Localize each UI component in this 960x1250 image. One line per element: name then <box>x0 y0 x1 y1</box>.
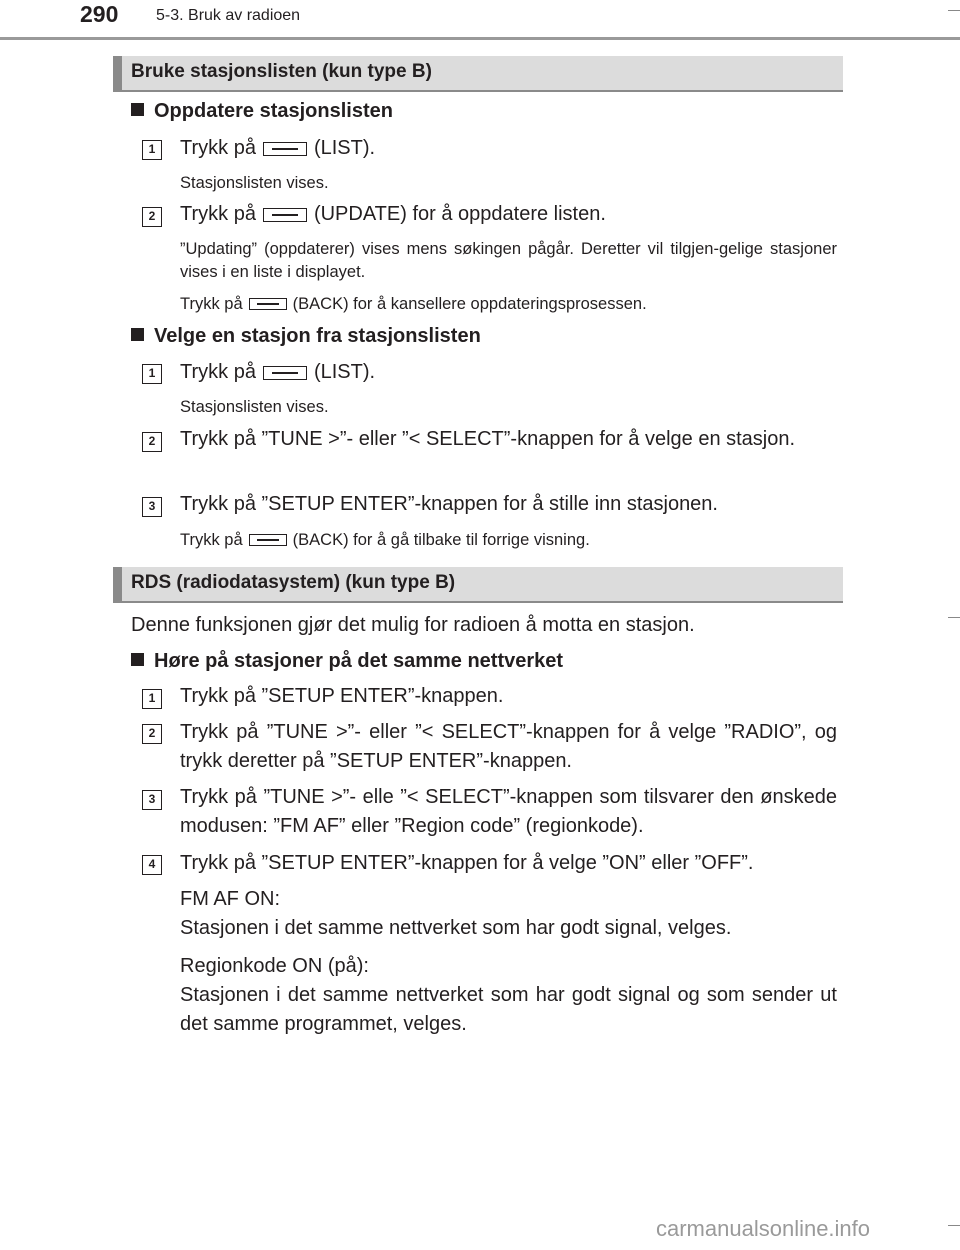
step-text: Trykk på ”SETUP ENTER”-knappen for å velge ”ON” eller ”OFF”. <box>180 852 754 874</box>
step-number-badge: 2 <box>142 207 162 227</box>
header-rule <box>0 37 960 40</box>
step-text-before: Trykk på <box>180 137 256 159</box>
section-heading-station-list <box>113 56 843 92</box>
step-text: Trykk på ”TUNE >”- eller ”< SELECT”-knappen for å velge ”RADIO”, og trykk deretter på ”SETUP ENTER”-knappen. <box>180 721 837 772</box>
square-bullet-icon <box>131 653 144 666</box>
step-number-badge: 2 <box>142 432 162 452</box>
step-number-badge: 2 <box>142 724 162 744</box>
step-text-before: Trykk på <box>180 361 256 383</box>
subheading-label: Velge en stasjon fra stasjonslisten <box>154 325 481 347</box>
square-bullet-icon <box>131 103 144 116</box>
subheading-label: Oppdatere stasjonslisten <box>154 100 393 122</box>
step-text: Trykk på ”SETUP ENTER”-knappen for å stille inn stasjonen. <box>180 493 718 515</box>
step-number-badge: 4 <box>142 855 162 875</box>
back-button-icon <box>249 534 287 546</box>
subheading-update-list <box>131 100 393 123</box>
section-accent <box>113 56 122 90</box>
step-number-badge: 3 <box>142 497 162 517</box>
margin-tick <box>948 617 960 618</box>
step-number-badge: 1 <box>142 364 162 384</box>
page-number: 290 <box>80 1 119 27</box>
fm-af-label: FM AF ON: <box>180 888 280 910</box>
step-text <box>180 134 837 163</box>
step-text: Trykk på ”SETUP ENTER”-knappen. <box>180 685 504 707</box>
section-title: RDS (radiodatasystem) (kun type B) <box>131 572 456 593</box>
intro-paragraph: Denne funksjonen gjør det mulig for radioen å motta en stasjon. <box>131 614 695 636</box>
step-text: Trykk på ”TUNE >”- eller ”< SELECT”-knappen for å velge en stasjon. <box>180 428 796 450</box>
margin-tick <box>948 1225 960 1226</box>
step-note <box>180 529 837 552</box>
note-text-before: Trykk på <box>180 295 243 313</box>
watermark: carmanualsonline.info <box>656 1216 871 1241</box>
step-text: Trykk på ”TUNE >”- elle ”< SELECT”-knappen som tilsvarer den ønskede modusen: ”FM AF” eller ”Region code” (regionkode). <box>180 786 837 837</box>
region-code-label: Regionkode ON (på): <box>180 955 369 977</box>
step-text <box>180 358 837 387</box>
section-heading-rds <box>113 567 843 603</box>
note-text-after: (BACK) for å gå tilbake til forrige visning. <box>292 531 590 549</box>
section-title: Bruke stasjonslisten (kun type B) <box>131 61 432 82</box>
subheading-label: Høre på stasjoner på det samme nettverket <box>154 650 564 672</box>
step-number-badge: 3 <box>142 790 162 810</box>
step-note <box>180 293 837 316</box>
step-note: ”Updating” (oppdaterer) vises mens søkingen pågår. Deretter vil tilgjen-gelige stasjoner vises i en liste i displayet. <box>180 240 837 281</box>
step-text <box>180 200 837 229</box>
note-text-after: (BACK) for å kansellere oppdateringsprosessen. <box>292 295 647 313</box>
margin-tick <box>948 10 960 11</box>
step-text-after: (UPDATE) for å oppdatere listen. <box>313 203 606 225</box>
list-button-icon <box>263 366 307 380</box>
region-code-description: Stasjonen i det samme nettverket som har godt signal og som sender ut det samme programmet, velges. <box>180 984 837 1035</box>
update-button-icon <box>263 208 307 222</box>
step-note: Stasjonslisten vises. <box>180 398 329 416</box>
back-button-icon <box>249 298 287 310</box>
subheading-same-network <box>131 650 563 673</box>
note-text-before: Trykk på <box>180 531 243 549</box>
step-note: Stasjonslisten vises. <box>180 174 329 192</box>
square-bullet-icon <box>131 328 144 341</box>
list-button-icon <box>263 142 307 156</box>
section-accent <box>113 567 122 601</box>
step-text-after: (LIST). <box>313 137 376 159</box>
step-text-after: (LIST). <box>313 361 376 383</box>
step-text-before: Trykk på <box>180 203 256 225</box>
step-number-badge: 1 <box>142 689 162 709</box>
subheading-select-station <box>131 325 481 348</box>
running-title: 5-3. Bruk av radioen <box>156 7 301 24</box>
step-number-badge: 1 <box>142 140 162 160</box>
fm-af-description: Stasjonen i det samme nettverket som har godt signal, velges. <box>180 917 732 939</box>
